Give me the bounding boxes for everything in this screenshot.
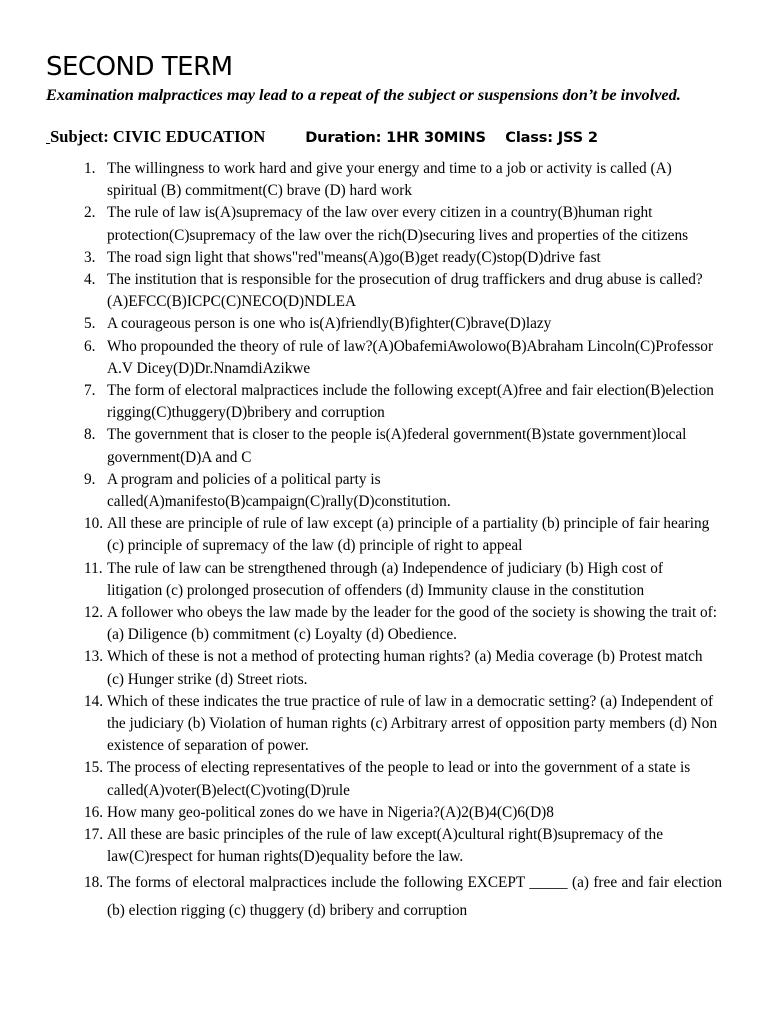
question-item: [0, 336, 722, 380]
question-text: All these are basic principles of the rule of law except(A)cultural right(B)supremacy of the law(C)respect for human rights(D)equality before the law.: [107, 826, 663, 866]
question-text: The process of electing representatives of the people to lead or into the government of a state is called(A)voter(B)elect(C)voting(D)rule: [107, 759, 691, 799]
question-number: 12.: [84, 604, 104, 622]
question-item: [0, 691, 722, 758]
subject-label: Subject: CIVIC EDUCATION: [50, 127, 266, 146]
question-item: [0, 646, 722, 690]
question-item: [0, 313, 722, 335]
question-item: [0, 202, 722, 246]
question-number: 14.: [84, 692, 104, 710]
question-text: The rule of law is(A)supremacy of the law over every citizen in a country(B)human right protection(C)supremacy of the law over the rich(D)securing lives and properties of the citizens: [107, 204, 689, 244]
question-text: The rule of law can be strengthened through (a) Independence of judiciary (b) High cost of litigation (c) prolonged prosecution of offenders (d) Immunity clause in the constitution: [107, 559, 663, 599]
question-text: Which of these indicates the true practice of rule of law in a democratic setting? (a) Independent of the judiciary (b) Violation of human rights (c) Arbitrary arrest of opposition party members (d) Non existence of separation of power.: [107, 692, 718, 755]
question-item: [0, 757, 722, 801]
question-item: [0, 802, 722, 824]
question-text: A program and policies of a political party is called(A)manifesto(B)campaign(C)rally(D)constitution.: [107, 470, 451, 511]
question-item: [0, 424, 722, 468]
subject-info-line: [46, 126, 598, 149]
question-item: [0, 380, 722, 424]
question-number: 7.: [84, 382, 96, 400]
question-number: 5.: [84, 315, 96, 333]
question-item: [0, 158, 722, 202]
question-item: [0, 513, 722, 557]
question-text: All these are principle of rule of law except (a) principle of a partiality (b) principle of fair hearing (c) principle of supremacy of the law (d) principle of right to appeal: [107, 515, 710, 555]
question-number: 13.: [84, 648, 104, 666]
question-number: 18.: [84, 873, 104, 891]
question-text: The institution that is responsible for the prosecution of drug traffickers and drug abuse is called?(A)EFCC(B)ICPC(C)NECO(D)NDLEA: [107, 271, 703, 311]
question-item: [0, 824, 722, 868]
question-text: The road sign light that shows"red"means(A)go(B)get ready(C)stop(D)drive fast: [107, 248, 601, 266]
question-text: A courageous person is one who is(A)friendly(B)fighter(C)brave(D)lazy: [107, 315, 552, 333]
question-item: [0, 269, 722, 313]
question-text: The willingness to work hard and give your energy and time to a job or activity is called (A) spiritual (B) commitment(C) brave (D) hard work: [107, 160, 672, 200]
question-number: 16.: [84, 803, 104, 821]
question-item: [0, 869, 722, 925]
question-text: The government that is closer to the people is(A)federal government(B)state government)local government(D)A and C: [107, 426, 687, 466]
question-number: 9.: [84, 470, 96, 488]
question-number: 17.: [84, 826, 104, 844]
question-number: 1.: [84, 160, 96, 177]
question-number: 3.: [84, 248, 96, 266]
question-number: 11.: [84, 559, 103, 577]
question-text: A follower who obeys the law made by the leader for the good of the society is showing the trait of: (a) Diligence (b) commitment (c) Loyalty (d) Obedience.: [107, 604, 718, 644]
question-text: How many geo-political zones do we have in Nigeria?(A)2(B)4(C)6(D)8: [107, 803, 554, 821]
question-text: The forms of electoral malpractices include the following EXCEPT _____ (a) free and fair election (b) election rigging (c) thuggery (d) bribery and corruption: [107, 873, 722, 919]
question-item: [0, 247, 722, 269]
question-number: 2.: [84, 204, 96, 222]
question-item: [0, 469, 722, 513]
question-item: [0, 558, 722, 602]
question-list: [0, 158, 768, 925]
malpractice-warning: Examination malpractices may lead to a repeat of the subject or suspensions don’t be involved.: [46, 85, 681, 104]
question-number: 6.: [84, 337, 96, 355]
question-number: 10.: [84, 515, 104, 533]
duration-class-label: Duration: 1HR 30MINS Class: JSS 2: [305, 129, 598, 146]
question-text: The form of electoral malpractices include the following except(A)free and fair election(B)election rigging(C)thuggery(D)bribery and corruption: [107, 382, 714, 422]
page-title: SECOND TERM: [46, 52, 233, 82]
question-number: 8.: [84, 426, 96, 444]
question-number: 4.: [84, 271, 96, 289]
question-text: Who propounded the theory of rule of law?(A)ObafemiAwolowo(B)Abraham Lincoln(C)Professor A.V Dicey(D)Dr.NnamdiAzikwe: [107, 337, 714, 377]
question-item: [0, 602, 722, 646]
question-text: Which of these is not a method of protecting human rights? (a) Media coverage (b) Protest match (c) Hunger strike (d) Street riots.: [107, 648, 703, 688]
question-number: 15.: [84, 759, 104, 777]
